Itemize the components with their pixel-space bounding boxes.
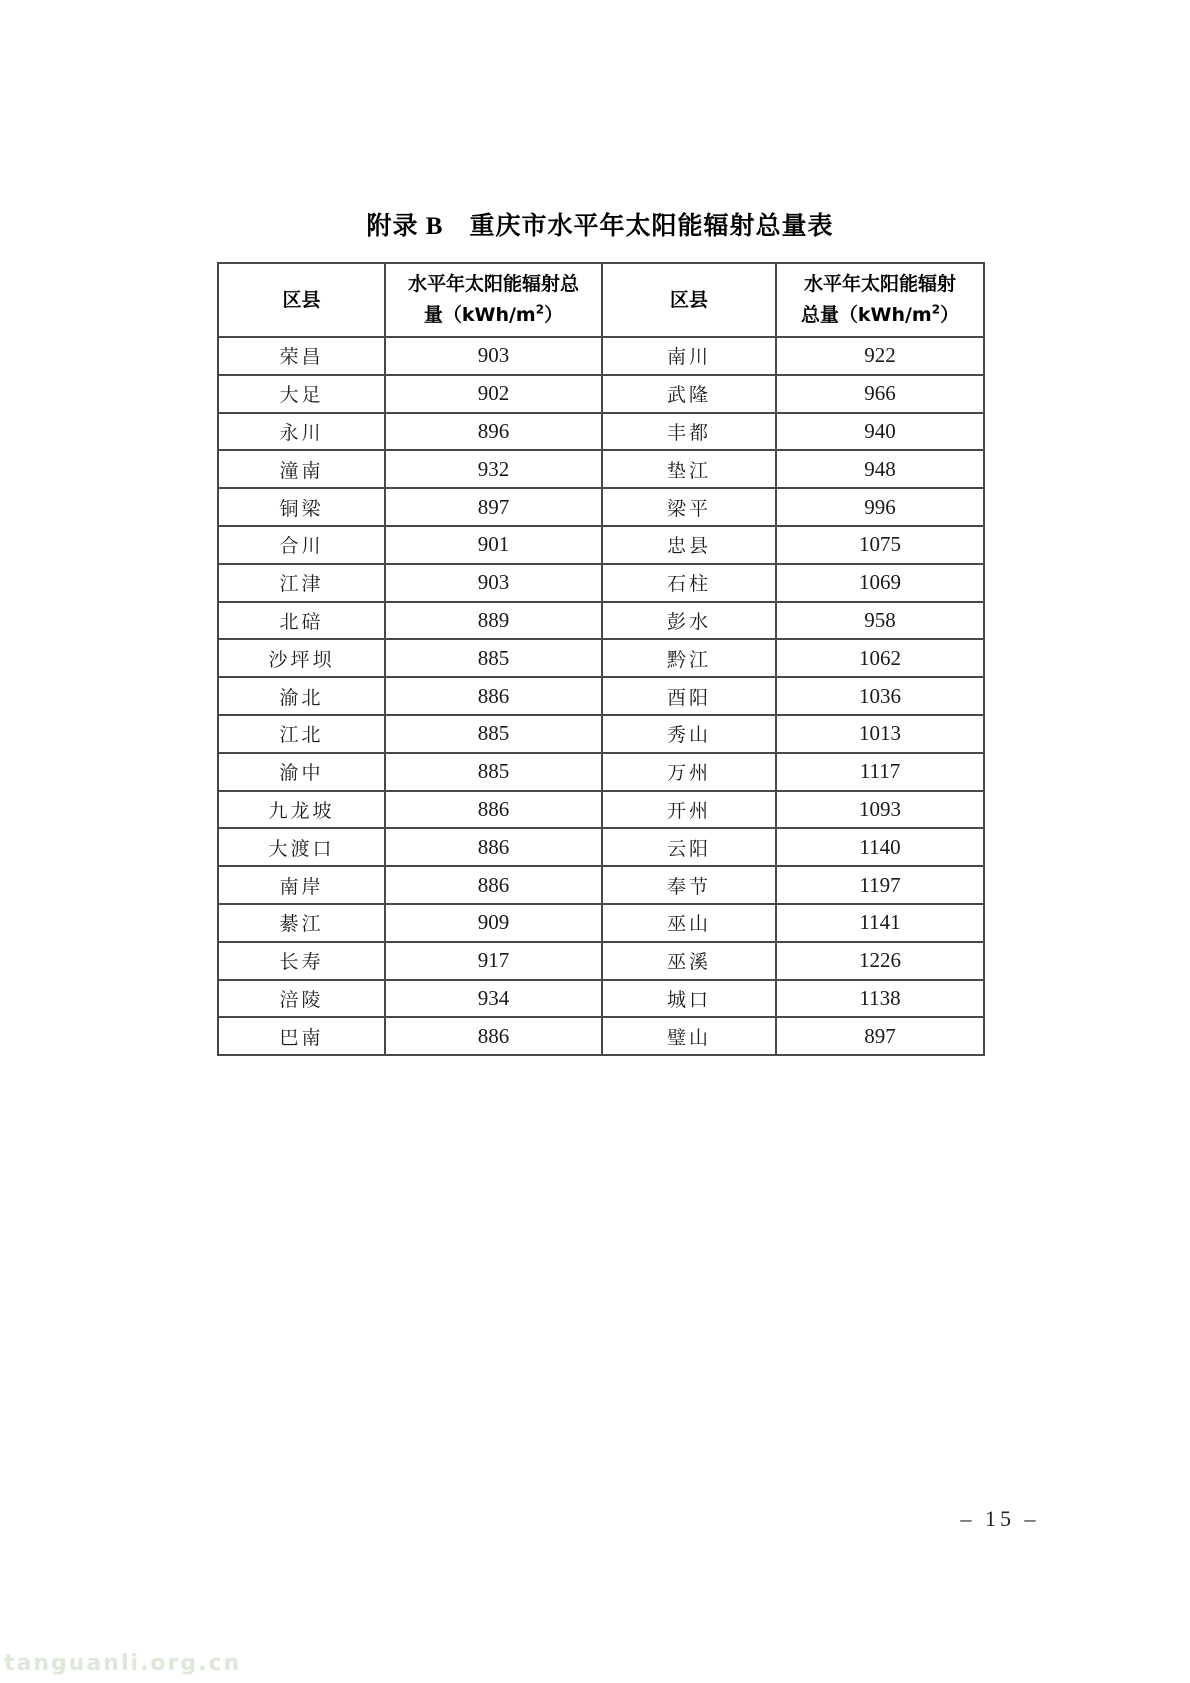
value-cell: 885 (385, 753, 602, 791)
district-cell: 丰都 (602, 413, 776, 451)
district-cell: 江津 (218, 564, 385, 602)
table-row (218, 413, 984, 451)
table-row (218, 753, 984, 791)
table-row (218, 526, 984, 564)
header-unit-superscript: 2 (931, 302, 941, 317)
value-cell: 996 (776, 488, 984, 526)
value-cell: 948 (776, 450, 984, 488)
district-cell: 南岸 (218, 866, 385, 904)
value-cell: 897 (776, 1017, 984, 1055)
table-row (218, 866, 984, 904)
value-cell: 1117 (776, 753, 984, 791)
district-cell: 綦江 (218, 904, 385, 942)
value-cell: 901 (385, 526, 602, 564)
table-row (218, 375, 984, 413)
district-cell: 开州 (602, 791, 776, 829)
value-cell: 1075 (776, 526, 984, 564)
value-cell: 885 (385, 639, 602, 677)
value-cell: 909 (385, 904, 602, 942)
page-title: 附录 B 重庆市水平年太阳能辐射总量表 (366, 213, 834, 240)
value-cell: 940 (776, 413, 984, 451)
header-district-left-label: 区县 (282, 288, 321, 311)
value-cell: 1140 (776, 828, 984, 866)
value-cell: 902 (385, 375, 602, 413)
page-number: – 15 – (960, 1506, 1040, 1531)
district-cell: 北碚 (218, 602, 385, 640)
header-unit-prefix: 量（kWh/m (423, 304, 536, 326)
value-cell: 1093 (776, 791, 984, 829)
district-cell: 江北 (218, 715, 385, 753)
value-cell: 1141 (776, 904, 984, 942)
value-cell: 966 (776, 375, 984, 413)
district-cell: 云阳 (602, 828, 776, 866)
district-cell: 九龙坡 (218, 791, 385, 829)
header-radiation-left-line2 (386, 300, 601, 331)
district-cell: 奉节 (602, 866, 776, 904)
header-radiation-left (385, 263, 602, 337)
header-unit-suffix: ） (544, 304, 564, 326)
district-cell: 秀山 (602, 715, 776, 753)
district-cell: 渝中 (218, 753, 385, 791)
value-cell: 886 (385, 1017, 602, 1055)
header-unit-superscript: 2 (535, 302, 545, 317)
header-district-right (602, 263, 776, 337)
table-row (218, 337, 984, 375)
value-cell: 1062 (776, 639, 984, 677)
value-cell: 1013 (776, 715, 984, 753)
district-cell: 石柱 (602, 564, 776, 602)
district-cell: 长寿 (218, 942, 385, 980)
value-cell: 896 (385, 413, 602, 451)
value-cell: 958 (776, 602, 984, 640)
table-row (218, 1017, 984, 1055)
district-cell: 巴南 (218, 1017, 385, 1055)
header-radiation-right-line2 (777, 300, 983, 331)
district-cell: 万州 (602, 753, 776, 791)
table-body (218, 337, 984, 1055)
district-cell: 铜梁 (218, 488, 385, 526)
table-row (218, 828, 984, 866)
watermark-text: tanguanli.org.cn (4, 1651, 242, 1676)
table-row (218, 564, 984, 602)
table-row (218, 904, 984, 942)
value-cell: 1036 (776, 677, 984, 715)
district-cell: 武隆 (602, 375, 776, 413)
district-cell: 沙坪坝 (218, 639, 385, 677)
district-cell: 合川 (218, 526, 385, 564)
value-cell: 885 (385, 715, 602, 753)
header-radiation-right (776, 263, 984, 337)
table-row (218, 942, 984, 980)
table-row (218, 450, 984, 488)
district-cell: 渝北 (218, 677, 385, 715)
value-cell: 889 (385, 602, 602, 640)
table-row (218, 602, 984, 640)
district-cell: 巫山 (602, 904, 776, 942)
district-cell: 黔江 (602, 639, 776, 677)
table-row (218, 980, 984, 1018)
table-row (218, 488, 984, 526)
district-cell: 涪陵 (218, 980, 385, 1018)
district-cell: 忠县 (602, 526, 776, 564)
district-cell: 潼南 (218, 450, 385, 488)
table-row (218, 715, 984, 753)
value-cell: 932 (385, 450, 602, 488)
value-cell: 886 (385, 866, 602, 904)
district-cell: 彭水 (602, 602, 776, 640)
header-radiation-left-line1: 水平年太阳能辐射总 (407, 273, 579, 295)
value-cell: 897 (385, 488, 602, 526)
value-cell: 1226 (776, 942, 984, 980)
header-unit-prefix: 总量（kWh/m (800, 304, 932, 326)
district-cell: 璧山 (602, 1017, 776, 1055)
value-cell: 886 (385, 791, 602, 829)
radiation-table (217, 262, 985, 1056)
district-cell: 垫江 (602, 450, 776, 488)
value-cell: 886 (385, 828, 602, 866)
header-row (218, 263, 984, 337)
table-row (218, 791, 984, 829)
district-cell: 大渡口 (218, 828, 385, 866)
value-cell: 886 (385, 677, 602, 715)
district-cell: 城口 (602, 980, 776, 1018)
header-unit-suffix: ） (940, 304, 960, 326)
header-district-left (218, 263, 385, 337)
value-cell: 903 (385, 564, 602, 602)
district-cell: 酉阳 (602, 677, 776, 715)
table-header (218, 263, 984, 337)
value-cell: 1197 (776, 866, 984, 904)
table-row (218, 639, 984, 677)
district-cell: 巫溪 (602, 942, 776, 980)
district-cell: 南川 (602, 337, 776, 375)
district-cell: 梁平 (602, 488, 776, 526)
value-cell: 1138 (776, 980, 984, 1018)
header-district-right-label: 区县 (669, 288, 708, 311)
value-cell: 903 (385, 337, 602, 375)
value-cell: 917 (385, 942, 602, 980)
value-cell: 934 (385, 980, 602, 1018)
district-cell: 大足 (218, 375, 385, 413)
header-radiation-right-line1: 水平年太阳能辐射 (803, 273, 956, 295)
district-cell: 永川 (218, 413, 385, 451)
value-cell: 1069 (776, 564, 984, 602)
table-row (218, 677, 984, 715)
value-cell: 922 (776, 337, 984, 375)
district-cell: 荣昌 (218, 337, 385, 375)
